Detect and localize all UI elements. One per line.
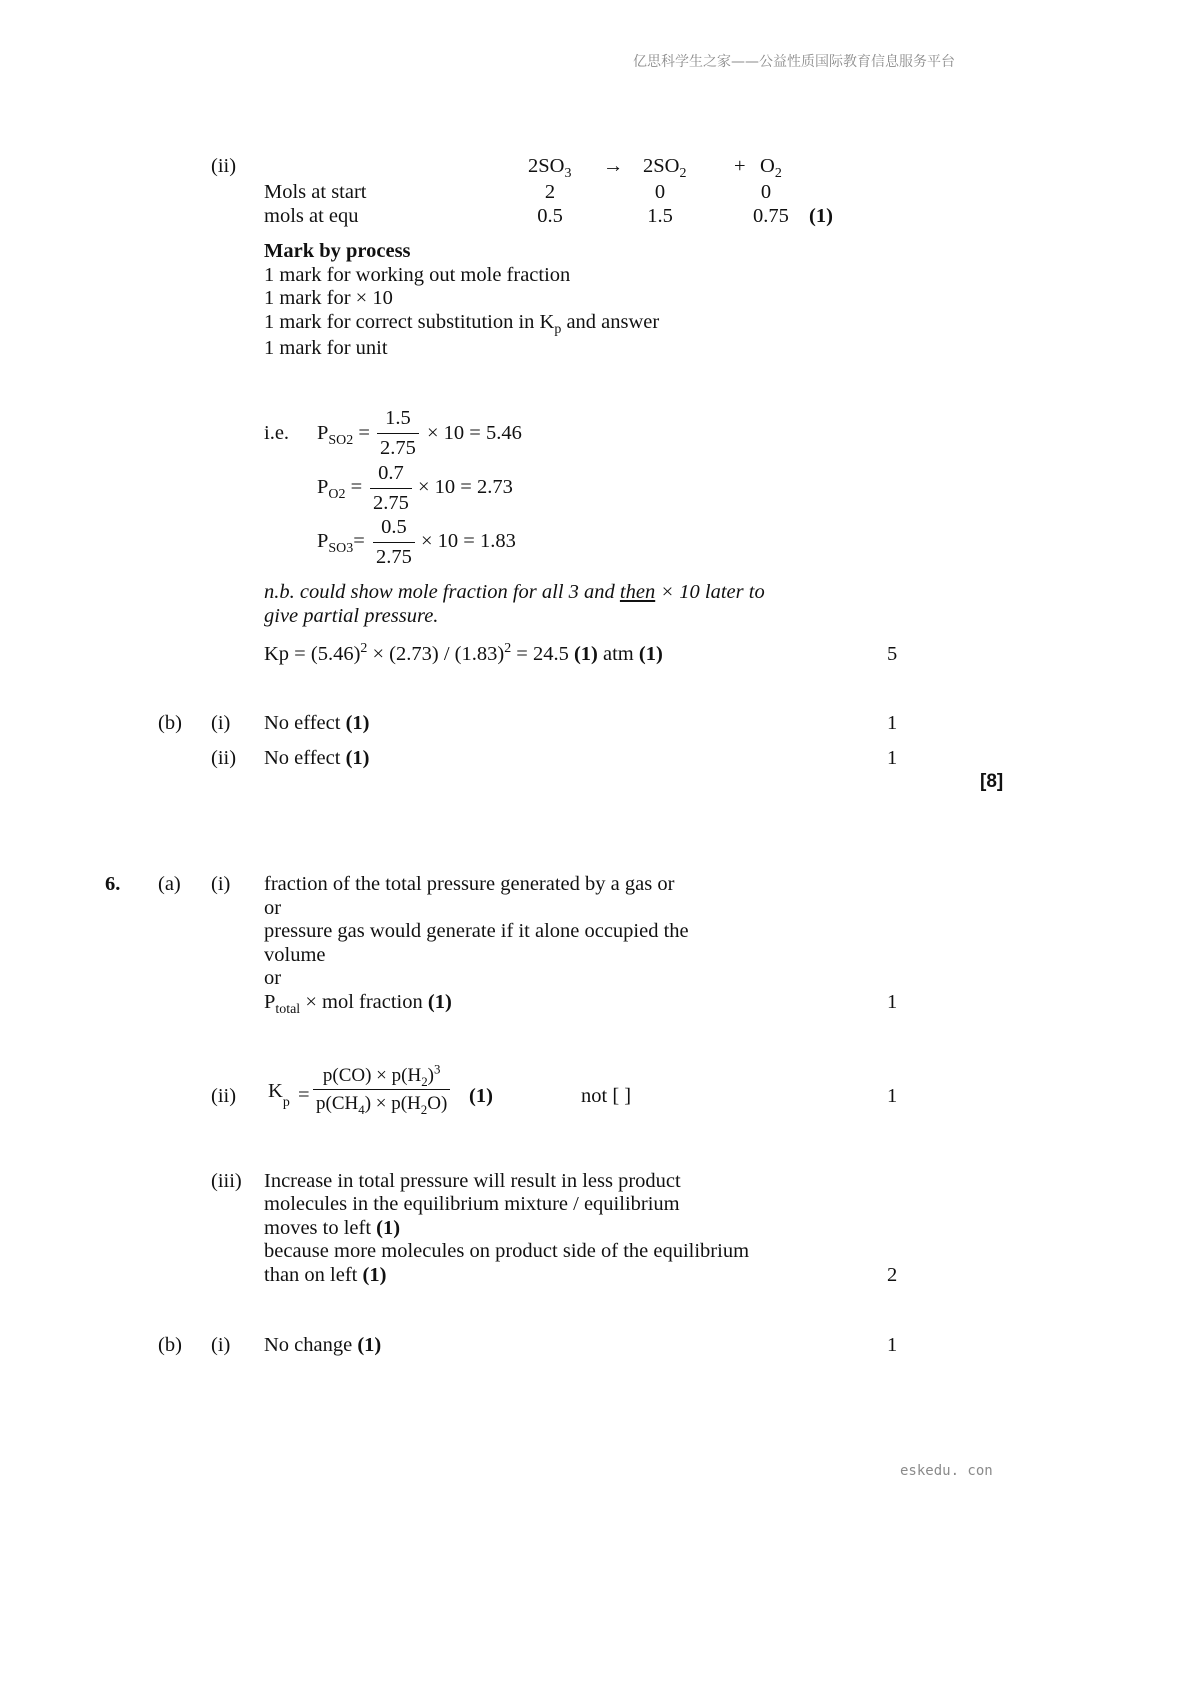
guidance-line-4: 1 mark for unit	[264, 337, 388, 359]
q6-a-iii-line-5: than on left (1)	[264, 1264, 387, 1286]
q6-a-iii-line-2: molecules in the equilibrium mixture / equilibrium	[264, 1193, 680, 1215]
marks-b-ii: 1	[887, 747, 898, 769]
guidance-line-1: 1 mark for working out mole fraction	[264, 264, 571, 286]
part-label-ii: (ii)	[211, 155, 237, 177]
eq-plus: +	[734, 155, 746, 177]
q6-a-i-line-3: pressure gas would generate if it alone occupied the	[264, 920, 689, 942]
eq-product-so2: $2SO_2$	[643, 155, 687, 182]
q6-a-i-line-5: or	[264, 967, 282, 989]
q6-kp-fraction	[313, 1061, 450, 1117]
q6-part-label-a: (a)	[158, 873, 181, 895]
q6-a-ii-note: not [ ]	[581, 1085, 632, 1107]
answer-b-ii: No effect (1)	[264, 747, 370, 769]
kp-result: $Kp = (5.46)^2 \times (2.73) / (1.83)^2 = 24.5$ (1) atm (1)	[264, 641, 663, 665]
q6-a-i-line-4: volume	[264, 944, 326, 966]
answer-b-i: No effect (1)	[264, 712, 370, 734]
q6-part-label-b: (b)	[158, 1334, 182, 1356]
p-o2-fraction: $\frac{0.7}{2.75}$	[370, 463, 412, 513]
q6-sub-label-a-iii: (iii)	[211, 1170, 242, 1192]
guidance-line-2: 1 mark for × 10	[264, 287, 393, 309]
p-so2-fraction: $\frac{1.5}{2.75}$	[377, 408, 419, 458]
cell-start-so2: 0	[654, 181, 666, 203]
cell-start-so3: 2	[544, 181, 556, 203]
p-so3-label: $P_{SO3}=$	[317, 530, 365, 557]
q6-marks-b-i: 1	[887, 1334, 898, 1356]
cell-equ-so2: 1.5	[647, 205, 673, 227]
q6-a-i-line-1: fraction of the total pressure generated by a gas or	[264, 873, 675, 895]
row-label-equ: mols at equ	[264, 205, 359, 227]
ie-label: i.e.	[264, 422, 290, 444]
q6-answer-b-i: No change (1)	[264, 1334, 382, 1356]
cell-equ-o2: 0.75	[753, 205, 789, 227]
p-so2-result: × 10 = 5.46	[427, 422, 522, 444]
guidance-title: Mark by process	[264, 240, 411, 262]
p-o2-result: × 10 = 2.73	[418, 476, 513, 498]
q6-a-i-line-6: $P_{total}$ × mol fraction (1)	[264, 991, 452, 1018]
q6-marks-a-iii: 2	[887, 1264, 898, 1286]
q6-a-i-line-2: or	[264, 897, 282, 919]
sub-label-b-i: (i)	[211, 712, 231, 734]
eq-product-o2: $O_2$	[760, 155, 782, 182]
cell-start-o2: 0	[760, 181, 772, 203]
cell-equ-so3: 0.5	[537, 205, 563, 227]
q6-kp-equals: =	[298, 1084, 310, 1106]
site-caption: 亿思科学生之家——公益性质国际教育信息服务平台	[633, 54, 955, 70]
note-line-1: n.b. could show mole fraction for all 3 and then × 10 later to	[264, 581, 765, 603]
q6-a-iii-line-3: moves to left (1)	[264, 1217, 401, 1239]
eq-arrow: →	[603, 155, 624, 177]
q6-a-iii-line-1: Increase in total pressure will result in less product	[264, 1170, 681, 1192]
p-so3-result: × 10 = 1.83	[421, 530, 516, 552]
p-o2-label: $P_{O2}$ =	[317, 476, 363, 503]
q6-sub-label-a-ii: (ii)	[211, 1085, 237, 1107]
marks-5a-ii: 5	[887, 643, 898, 665]
q6-marks-a-ii: 1	[887, 1085, 898, 1107]
q6-kp-numerator: $p(CO) \times p(H_2)^3$	[322, 1061, 441, 1089]
mark-equ: (1)	[809, 205, 833, 227]
sub-label-b-ii: (ii)	[211, 747, 237, 769]
eq-reactant: $2SO_3$	[528, 155, 572, 182]
question-number-6: 6.	[105, 873, 121, 895]
row-label-start: Mols at start	[264, 181, 367, 203]
marks-b-i: 1	[887, 712, 898, 734]
q6-marks-a-i: 1	[887, 991, 898, 1013]
q6-mark-a-ii: (1)	[469, 1085, 493, 1107]
part-label-b: (b)	[158, 712, 182, 734]
q6-sub-label-a-i: (i)	[211, 873, 231, 895]
question-total: [8]	[980, 771, 1004, 792]
q6-sub-label-b-i: (i)	[211, 1334, 231, 1356]
note-line-2: give partial pressure.	[264, 605, 439, 627]
q6-kp-symbol: $K_p$	[268, 1080, 290, 1111]
p-so3-fraction: $\frac{0.5}{2.75}$	[373, 517, 415, 567]
site-url: eskedu. con	[900, 1463, 993, 1479]
q6-a-iii-line-4: because more molecules on product side of the equilibrium	[264, 1240, 750, 1262]
guidance-line-3: 1 mark for correct substitution in $K_p$ and answer	[264, 311, 660, 338]
p-so2-label: $P_{SO2}$ =	[317, 422, 370, 449]
q6-kp-denominator: $p(CH_4) \times p(H_2O)$	[313, 1089, 450, 1113]
